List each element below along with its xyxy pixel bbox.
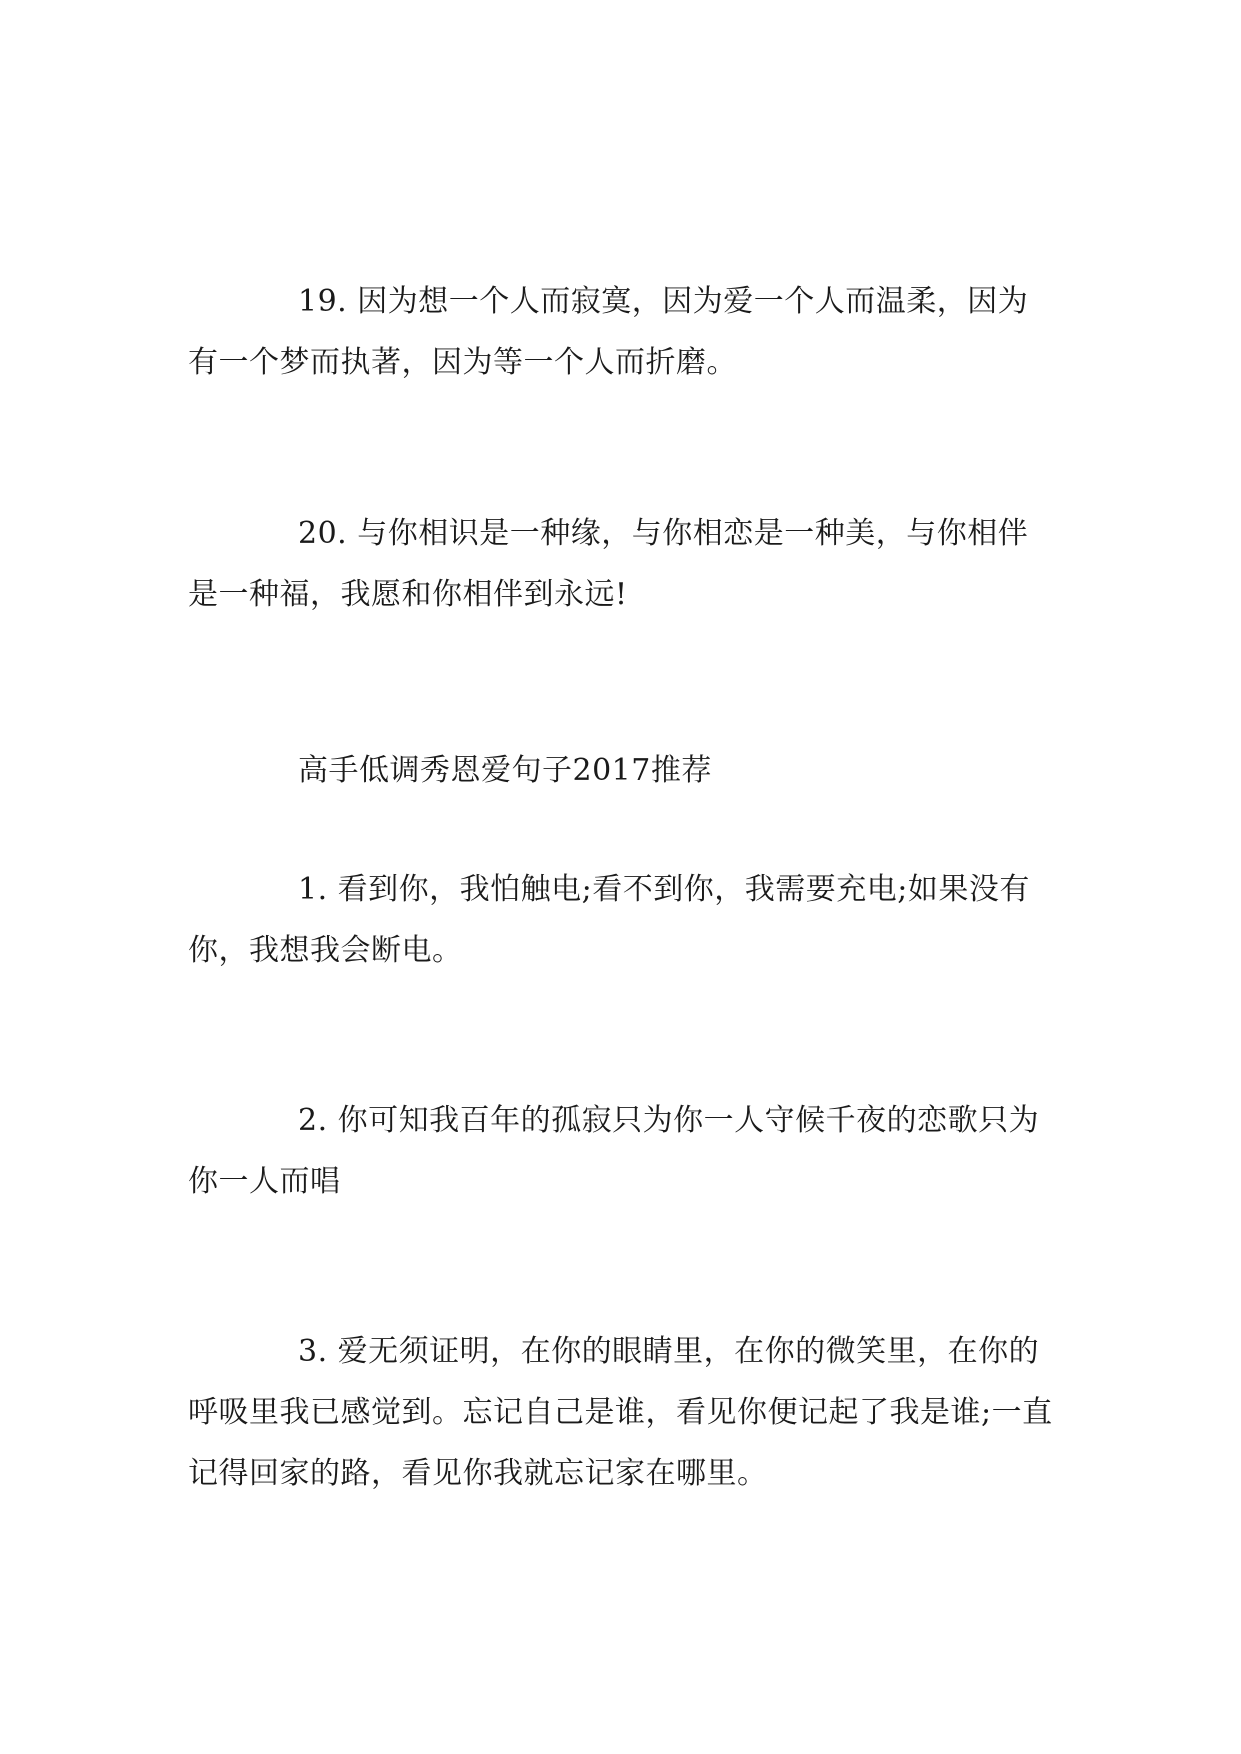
section-heading: 高手低调秀恩爱句子2017推荐 [298, 753, 712, 788]
paragraph-20: 20. 与你相识是一种缘，与你相恋是一种美，与你相伴是一种福，我愿和你相伴到永远! [188, 516, 1029, 612]
paragraph-3: 3. 爱无须证明，在你的眼睛里，在你的微笑里，在你的呼吸里我已感觉到。忘记自己是谁，看见你便记起了我是谁;一直记得回家的路，看见你我就忘记家在哪里。 [188, 1334, 1053, 1491]
paragraph-2: 2. 你可知我百年的孤寂只为你一人守候千夜的恋歌只为你一人而唱 [188, 1103, 1040, 1199]
paragraph-19: 19. 因为想一个人而寂寞，因为爱一个人而温柔，因为有一个梦而执著，因为等一个人而折磨。 [188, 284, 1029, 380]
paragraph-1: 1. 看到你，我怕触电;看不到你，我需要充电;如果没有你，我想我会断电。 [188, 872, 1030, 968]
